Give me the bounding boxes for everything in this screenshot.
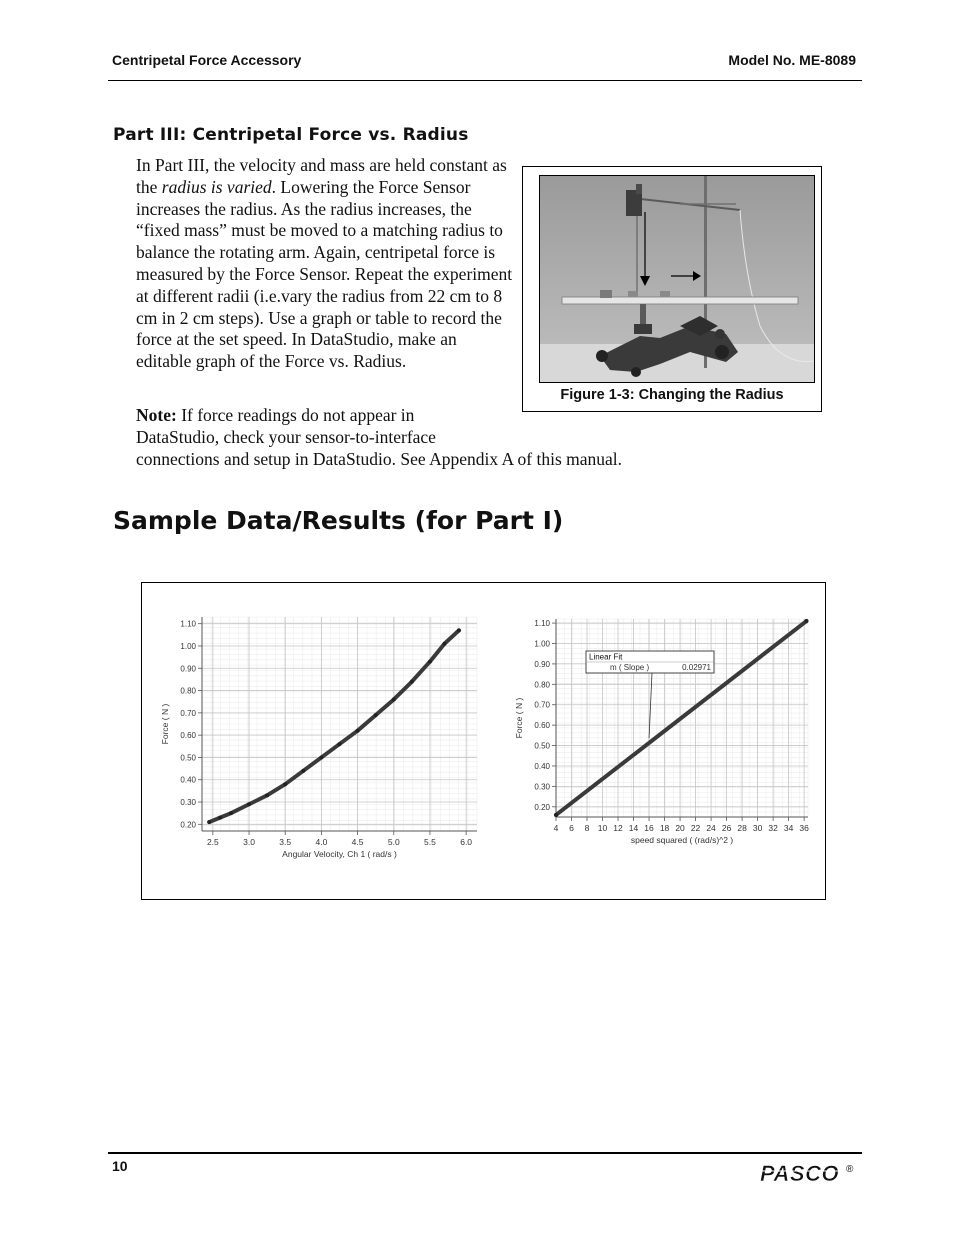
note-label: Note: — [136, 405, 177, 425]
x-tick-label: 5.0 — [387, 837, 400, 847]
data-point — [428, 660, 432, 664]
data-point — [265, 793, 269, 797]
x-tick-label: 34 — [783, 823, 794, 833]
x-tick-label: 16 — [644, 823, 654, 833]
x-tick-label: 2.5 — [206, 837, 219, 847]
slope-label: m ( Slope ) — [610, 663, 650, 672]
x-tick-label: 6 — [569, 823, 574, 833]
x-tick-label: 3.0 — [243, 837, 255, 847]
y-tick-label: 0.70 — [534, 700, 550, 710]
paragraph-text-2: . Lowering the Force Sensor increases the radius. As the radius increases, the “fixed mass” must be moved to a matching radius to balance the rotating arm. Again, centripetal force is measured by the Force Sensor. Repeat the experiment at different radii (i.e.vary the radius from 22 cm to 8 cm in 2 cm steps). Use a graph or table to record the force at the set speed. In DataStudio, make an editable graph of the Force vs. Radius. — [136, 176, 513, 372]
y-tick-label: 0.30 — [534, 782, 550, 792]
apparatus-photo — [539, 175, 815, 383]
slope-value: 0.02971 — [682, 663, 711, 672]
y-tick-label: 0.70 — [180, 708, 196, 718]
y-tick-label: 0.60 — [180, 731, 196, 741]
data-point — [338, 742, 342, 746]
data-point — [442, 642, 446, 646]
data-point — [374, 713, 378, 717]
data-point — [804, 619, 808, 623]
x-axis-label: speed squared ( (rad/s)^2 ) — [630, 835, 734, 845]
x-tick-label: 3.5 — [279, 837, 292, 847]
section-heading: Sample Data/Results (for Part I) — [113, 506, 564, 535]
registered-mark: ® — [846, 1164, 854, 1175]
part-paragraph — [136, 155, 516, 373]
data-point — [356, 729, 360, 733]
note-text-1: If force readings do not appear in DataStudio, check your sensor-to-interface — [136, 405, 436, 447]
paragraph-text-1: In Part III, the velocity and mass are held constant as the — [136, 155, 507, 197]
data-point — [207, 820, 211, 824]
x-axis-label: Angular Velocity, Ch 1 ( rad/s ) — [282, 849, 397, 859]
y-tick-label: 1.00 — [534, 639, 550, 649]
y-tick-label: 0.20 — [180, 820, 196, 830]
x-tick-label: 30 — [752, 823, 763, 833]
pasco-logo-mark — [758, 1160, 858, 1186]
data-point — [457, 628, 461, 632]
page-number: 10 — [112, 1158, 128, 1174]
y-tick-label: 1.10 — [180, 619, 196, 629]
y-tick-label: 0.50 — [180, 753, 196, 763]
x-tick-label: 28 — [737, 823, 747, 833]
y-tick-label: 0.80 — [180, 686, 196, 696]
header-model-number: Model No. ME-8089 — [728, 52, 856, 68]
data-point — [554, 813, 558, 817]
x-tick-label: 36 — [799, 823, 809, 833]
x-tick-label: 18 — [659, 823, 670, 833]
y-tick-label: 0.80 — [534, 680, 550, 690]
figure-caption: Figure 1-3: Changing the Radius — [560, 387, 784, 403]
x-tick-label: 4.0 — [315, 837, 328, 847]
data-point — [247, 802, 251, 806]
x-tick-label: 4.5 — [351, 837, 364, 847]
force-vs-speed-squared-chart — [514, 609, 814, 859]
data-point — [218, 816, 222, 820]
y-axis-label: Force ( N ) — [160, 703, 170, 745]
linear-fit-title: Linear Fit — [589, 652, 623, 662]
data-point — [301, 769, 305, 773]
data-point — [319, 755, 323, 759]
x-tick-label: 22 — [690, 823, 701, 833]
y-tick-label: 0.40 — [180, 775, 196, 785]
force-vs-angular-velocity-chart — [154, 607, 484, 867]
x-tick-label: 14 — [628, 823, 639, 833]
y-tick-label: 0.20 — [534, 802, 550, 812]
y-tick-label: 1.00 — [180, 641, 196, 651]
y-tick-label: 0.90 — [180, 664, 196, 674]
pasco-logo — [758, 1160, 858, 1191]
x-tick-label: 32 — [768, 823, 778, 833]
x-tick-label: 26 — [721, 823, 732, 833]
part-heading: Part III: Centripetal Force vs. Radius — [113, 125, 469, 145]
data-point — [410, 680, 414, 684]
x-tick-label: 24 — [706, 823, 716, 833]
y-tick-label: 0.40 — [534, 761, 550, 771]
logo-wordmark: PASCO — [760, 1161, 840, 1186]
header-rule — [108, 80, 862, 81]
x-tick-label: 5.5 — [424, 837, 436, 847]
paragraph-italic: radius is varied — [161, 176, 272, 197]
x-tick-label: 10 — [597, 823, 608, 833]
note-first-lines — [136, 405, 466, 449]
y-axis-label: Force ( N ) — [514, 697, 524, 739]
x-tick-label: 12 — [613, 823, 623, 833]
note-text-2: connections and setup in DataStudio. See Appendix A of this manual. — [136, 448, 623, 469]
y-tick-label: 0.50 — [534, 741, 550, 751]
data-point — [392, 697, 396, 701]
x-tick-label: 6.0 — [460, 837, 473, 847]
y-tick-label: 0.90 — [534, 659, 550, 669]
footer-rule — [108, 1152, 862, 1154]
y-tick-label: 1.10 — [534, 619, 550, 629]
x-tick-label: 8 — [584, 823, 590, 833]
note-paragraph — [136, 405, 676, 470]
data-point — [283, 782, 287, 786]
header-title: Centripetal Force Accessory — [112, 52, 302, 68]
y-tick-label: 0.60 — [534, 721, 550, 731]
x-tick-label: 20 — [675, 823, 685, 833]
sample-data-box — [141, 582, 826, 900]
figure-box — [522, 166, 822, 412]
data-point — [229, 811, 233, 815]
y-tick-label: 0.30 — [180, 798, 196, 808]
annotation-leader — [649, 673, 652, 738]
x-tick-label: 4 — [553, 823, 559, 833]
